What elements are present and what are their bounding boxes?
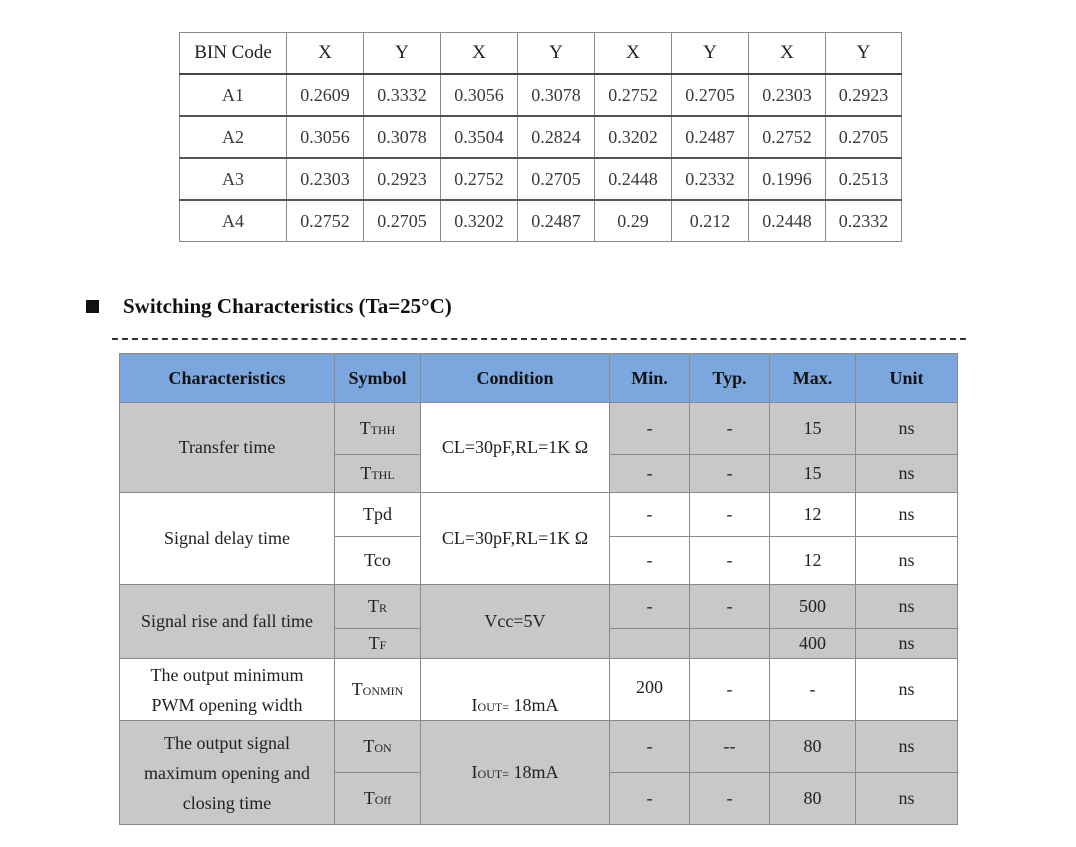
symbol-subscript: ON	[374, 741, 392, 755]
table-cell: 0.2609	[287, 74, 364, 116]
table-cell: 0.2487	[672, 116, 749, 158]
header-min: Min.	[610, 354, 690, 403]
condition-cell: CL=30pF,RL=1K Ω	[421, 493, 610, 585]
max-cell: 15	[770, 455, 856, 493]
label-line: The output signal	[164, 732, 290, 753]
max-cell: -	[770, 659, 856, 721]
table-header-row	[120, 354, 958, 403]
label-line: The output minimum	[150, 664, 304, 685]
condition-subscript: OUT=	[477, 767, 509, 781]
table-cell: 0.3056	[287, 116, 364, 158]
typ-cell	[690, 629, 770, 659]
condition-cell: CL=30pF,RL=1K Ω	[421, 403, 610, 493]
typ-cell: --	[690, 721, 770, 773]
table-cell: 0.2332	[672, 158, 749, 200]
table-cell: 0.2705	[518, 158, 595, 200]
bin-header-cell: Y	[826, 33, 902, 75]
max-cell: 80	[770, 773, 856, 825]
max-cell: 15	[770, 403, 856, 455]
table-cell: 0.3202	[595, 116, 672, 158]
characteristic-label: Transfer time	[120, 403, 335, 493]
table-cell: 0.3078	[518, 74, 595, 116]
symbol-cell	[335, 403, 421, 455]
min-cell: -	[610, 493, 690, 537]
max-cell: 12	[770, 493, 856, 537]
bin-code-cell: A1	[180, 74, 287, 116]
symbol-cell	[335, 585, 421, 629]
bin-code-table	[179, 32, 902, 242]
min-cell: -	[610, 455, 690, 493]
table-cell: 0.2824	[518, 116, 595, 158]
table-row	[180, 200, 902, 242]
table-row	[120, 403, 958, 455]
symbol-main: T	[368, 633, 380, 653]
label-line: PWM opening width	[151, 694, 303, 715]
table-cell: 0.2448	[749, 200, 826, 242]
characteristic-label: Signal delay time	[120, 493, 335, 585]
symbol-main: T	[367, 596, 379, 616]
table-cell: 0.2705	[826, 116, 902, 158]
typ-cell: -	[690, 659, 770, 721]
typ-cell: -	[690, 585, 770, 629]
bin-header-cell: Y	[518, 33, 595, 75]
unit-cell: ns	[856, 773, 958, 825]
table-cell: 0.2332	[826, 200, 902, 242]
condition-subscript: OUT=	[477, 700, 509, 714]
unit-cell: ns	[856, 493, 958, 537]
table-row	[180, 158, 902, 200]
table-cell: 0.29	[595, 200, 672, 242]
section-heading	[86, 294, 452, 319]
bin-header-cell: Y	[672, 33, 749, 75]
symbol-main: T	[360, 463, 372, 483]
table-cell: 0.3504	[441, 116, 518, 158]
symbol-cell	[335, 629, 421, 659]
symbol-subscript: ONMIN	[362, 684, 404, 698]
header-unit: Unit	[856, 354, 958, 403]
table-row	[120, 585, 958, 629]
table-cell: 0.2705	[672, 74, 749, 116]
unit-cell: ns	[856, 659, 958, 721]
header-condition: Condition	[421, 354, 610, 403]
symbol-subscript: THL	[371, 468, 395, 482]
table-cell: 0.2448	[595, 158, 672, 200]
label-line: maximum opening and	[144, 762, 310, 783]
symbol-cell	[335, 659, 421, 721]
min-cell	[610, 629, 690, 659]
table-row	[120, 659, 958, 721]
min-cell: -	[610, 721, 690, 773]
table-row	[180, 116, 902, 158]
table-cell: 0.1996	[749, 158, 826, 200]
table-cell: 0.2923	[826, 74, 902, 116]
unit-cell: ns	[856, 455, 958, 493]
bin-header-cell: X	[287, 33, 364, 75]
symbol-main: T	[351, 679, 363, 699]
table-cell: 0.2752	[595, 74, 672, 116]
table-cell: 0.2705	[364, 200, 441, 242]
table-cell: 0.2752	[441, 158, 518, 200]
max-cell: 80	[770, 721, 856, 773]
table-row	[120, 493, 958, 537]
table-cell: 0.2752	[749, 116, 826, 158]
symbol-cell: Tpd	[335, 493, 421, 537]
characteristic-label: Signal rise and fall time	[120, 585, 335, 659]
table-cell: 0.2303	[287, 158, 364, 200]
min-cell: -	[610, 585, 690, 629]
symbol-cell	[335, 721, 421, 773]
condition-main: I	[471, 762, 478, 782]
symbol-subscript: THH	[370, 423, 396, 437]
min-cell: 200	[610, 659, 690, 721]
table-cell: 0.3332	[364, 74, 441, 116]
header-typ: Typ.	[690, 354, 770, 403]
unit-cell: ns	[856, 403, 958, 455]
table-cell: 0.3202	[441, 200, 518, 242]
table-cell: 0.2303	[749, 74, 826, 116]
table-cell: 0.3056	[441, 74, 518, 116]
unit-cell: ns	[856, 721, 958, 773]
condition-main: I	[471, 695, 478, 715]
characteristic-label	[120, 721, 335, 825]
symbol-cell	[335, 773, 421, 825]
bin-header-cell: X	[749, 33, 826, 75]
bin-code-cell: A2	[180, 116, 287, 158]
unit-cell: ns	[856, 537, 958, 585]
symbol-cell	[335, 455, 421, 493]
header-max: Max.	[770, 354, 856, 403]
table-row	[120, 721, 958, 773]
bin-header-cell: Y	[364, 33, 441, 75]
unit-cell: ns	[856, 585, 958, 629]
symbol-subscript: F	[379, 638, 387, 652]
typ-cell: -	[690, 773, 770, 825]
square-bullet-icon	[86, 300, 99, 313]
table-cell: 0.2487	[518, 200, 595, 242]
min-cell: -	[610, 537, 690, 585]
max-cell: 400	[770, 629, 856, 659]
bin-code-cell: A3	[180, 158, 287, 200]
symbol-main: T	[363, 736, 375, 756]
symbol-subscript: Off	[374, 793, 392, 807]
condition-cell: Vcc=5V	[421, 585, 610, 659]
header-characteristics: Characteristics	[120, 354, 335, 403]
symbol-cell: Tco	[335, 537, 421, 585]
switching-characteristics-table	[119, 353, 958, 825]
condition-value: 18mA	[508, 695, 559, 715]
table-cell: 0.2923	[364, 158, 441, 200]
min-cell: -	[610, 773, 690, 825]
table-cell: 0.2513	[826, 158, 902, 200]
bin-header-cell: BIN Code	[180, 33, 287, 75]
typ-cell: -	[690, 455, 770, 493]
table-cell: 0.2752	[287, 200, 364, 242]
symbol-main: T	[363, 788, 375, 808]
bin-header-row	[180, 33, 902, 75]
bin-code-cell: A4	[180, 200, 287, 242]
typ-cell: -	[690, 493, 770, 537]
unit-cell: ns	[856, 629, 958, 659]
label-line: closing time	[182, 792, 272, 813]
min-cell: -	[610, 403, 690, 455]
condition-value: 18mA	[508, 762, 559, 782]
condition-cell	[421, 659, 610, 721]
characteristic-label	[120, 659, 335, 721]
table-cell: 0.212	[672, 200, 749, 242]
max-cell: 500	[770, 585, 856, 629]
dashed-divider	[112, 338, 966, 340]
bin-header-cell: X	[441, 33, 518, 75]
typ-cell: -	[690, 537, 770, 585]
symbol-subscript: R	[378, 601, 387, 615]
typ-cell: -	[690, 403, 770, 455]
table-row	[180, 74, 902, 116]
max-cell: 12	[770, 537, 856, 585]
section-title: Switching Characteristics (Ta=25°C)	[123, 294, 452, 318]
bin-header-cell: X	[595, 33, 672, 75]
header-symbol: Symbol	[335, 354, 421, 403]
table-cell: 0.3078	[364, 116, 441, 158]
symbol-main: T	[359, 418, 371, 438]
condition-cell	[421, 721, 610, 825]
